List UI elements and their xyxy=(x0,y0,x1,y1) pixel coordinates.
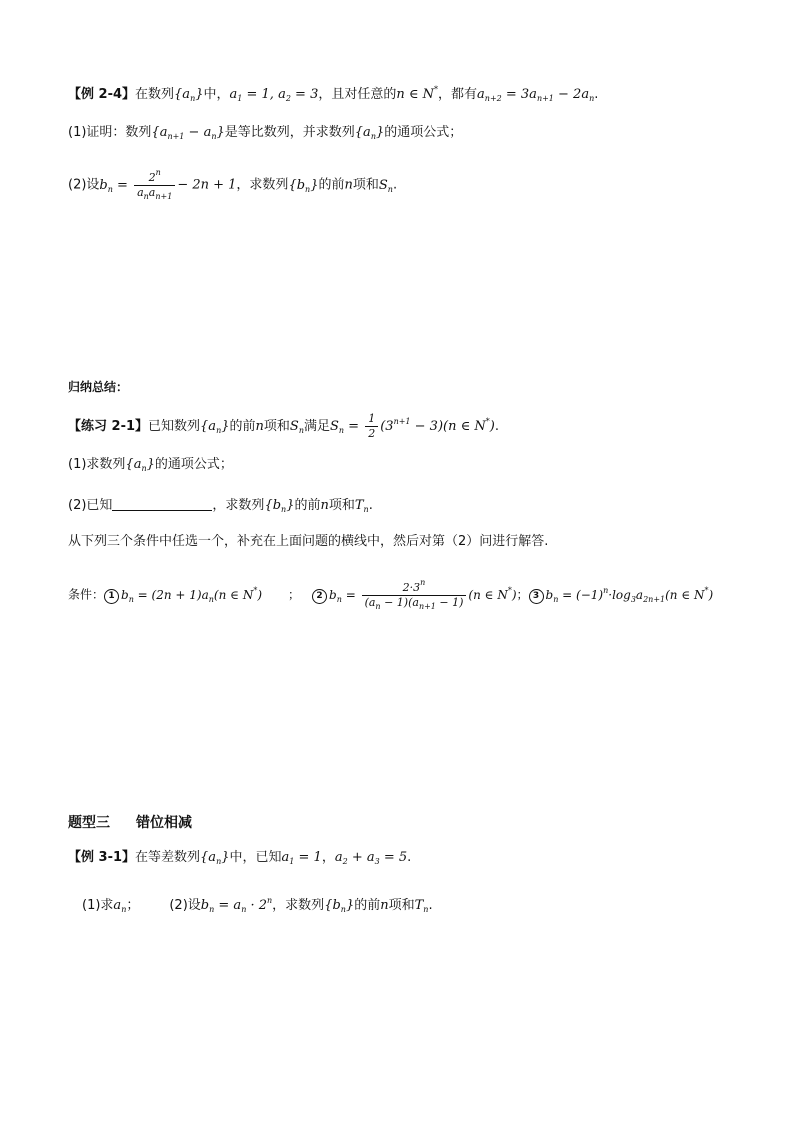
summary-heading: 归纳总结： xyxy=(68,380,129,394)
example-tag: 【例 3-1】 xyxy=(68,850,136,865)
practice-2-1-statement: 【练习 2-1】已知数列$\{a_n\}$的前n项和$S_n$满足$S_n$ = $\frac{1}{2}$ $(3^{n+1} - 3)(n$ ∈ N*). xyxy=(68,412,499,440)
fill-in-blank[interactable] xyxy=(112,496,212,511)
example-3-1-parts: (1)求$a_n$； (2)设$b_n = a_n \cdot 2^n$，求数列$\{b_n\}$的前n项和$T_n$. xyxy=(82,896,433,914)
fraction: $\frac{2^n}{a_na_{n+1}}$ xyxy=(134,166,175,204)
example-tag: 【例 2-4】 xyxy=(68,87,136,102)
fraction: $\frac{1}{2}$ xyxy=(365,412,378,441)
example-2-4-part-1: (1)证明：数列$\{a_{n+1} - a_n\}$是等比数列，并求数列$\{a_n\}$的通项公式； xyxy=(68,125,463,141)
example-2-4-part-2: (2)设$b_n$ = $\frac{2^n}{a_na_{n+1}}$ − 2n + 1，求数列$\{b_n\}$的前n项和$S_n$. xyxy=(68,166,397,204)
conditions-line: 条件： 1 $b_n = (2n + 1)a_n(n$ ∈ N*) ； 2 $b_n$ = $\frac{2\cdot 3^n}{(a_n - 1)(a_{n+1} - 1)}$ (n ∈ N*)； 3 $b_n = (-1)^n\cdot\log_3a_{2n+1}(n$ ∈ N*) xyxy=(68,576,713,614)
section-subtitle: 错位相减 xyxy=(136,815,192,831)
practice-2-1-part-1: (1)求数列$\{a_n\}$的通项公式； xyxy=(68,457,233,473)
circled-number-1: 1 xyxy=(104,589,119,604)
section-title: 题型三 xyxy=(68,815,110,831)
practice-tag: 【练习 2-1】 xyxy=(68,419,149,434)
circled-number-3: 3 xyxy=(529,589,544,604)
practice-2-1-instruction: 从下列三个条件中任选一个，补充在上面问题的横线中，然后对第（2）问进行解答. xyxy=(68,534,549,549)
section-heading xyxy=(68,813,192,833)
example-2-4-statement: 【例 2-4】在数列$\{a_n\}$中，$a_1 = 1$, $a_2 = 3$，且对任意的n ∈ N*，都有$a_{n+2} = 3a_{n+1} - 2a_n$. xyxy=(68,85,599,103)
practice-2-1-part-2: (2)已知 ，求数列$\{b_n\}$的前n项和$T_n$. xyxy=(68,498,373,514)
example-3-1-statement: 【例 3-1】在等差数列$\{a_n\}$中，已知$a_1 = 1$，$a_2 + a_3 = 5$. xyxy=(68,850,412,866)
circled-number-2: 2 xyxy=(312,589,327,604)
fraction: $\frac{2\cdot 3^n}{(a_n - 1)(a_{n+1} - 1)}$ xyxy=(362,576,467,614)
